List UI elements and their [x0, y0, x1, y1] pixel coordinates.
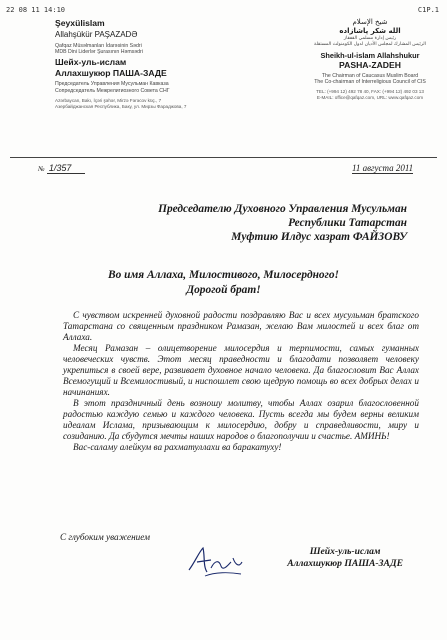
signer-name: Аллахшукюр ПАША-ЗАДЕ	[287, 558, 403, 569]
addressee-line-1: Председателю Духовного Управления Мусульман	[158, 203, 407, 215]
desc-az-2: MDB Dini Liderlər Şurasının Həmsədri	[55, 49, 143, 56]
name-ar: الله شكر پاشازاده	[339, 27, 401, 35]
reference-value: 1/357	[47, 163, 86, 174]
addressee-line-3: Муфтию Илдус хазрат ФАЙЗОВУ	[231, 231, 407, 243]
desc-en-1: The Chairman of Caucasus Muslim Board	[321, 72, 419, 79]
name-az: Allahşükür PAŞAZADƏ	[55, 30, 138, 39]
desc-en-2: The Co-chairman of Interreligious Council of CIS	[314, 78, 426, 85]
fax-page-code: C1P.1	[417, 6, 439, 14]
signer-title: Шейх-уль-ислам	[309, 546, 381, 557]
title-az: Şeyxülislam	[55, 18, 105, 28]
letterhead-left	[55, 18, 205, 110]
name-ru: Аллахшукюр ПАША-ЗАДЕ	[55, 68, 167, 79]
signer-block	[287, 546, 403, 570]
reference-number	[38, 163, 85, 173]
desc-ar-1: رئيس إدارة مسلمي القفقاز	[343, 36, 397, 41]
desc-ar-2: الرئيس المشارك لمجلس الأديان لدول الكومنولث المستقلة	[314, 41, 426, 47]
desc-ru-2: Сопредседатель Межрелигиозного Совета СНГ	[55, 87, 170, 94]
title-en: Sheikh-ul-islam Allahshukur	[320, 50, 420, 60]
closing-phrase: С глубоким уважением	[60, 532, 150, 542]
address-ru: Азербайджанская Республика, Баку, ул. Мирзы Фараджова, 7	[55, 103, 187, 109]
title-ar: شيخ الإسلام	[352, 18, 388, 26]
letter-body	[63, 310, 419, 453]
addressee-block	[158, 202, 407, 244]
letterhead-divider	[10, 157, 437, 158]
contacts-phone: TEL: (+994 12) 492 78 40, FAX: (+994 12) 492 03 13	[316, 89, 424, 94]
body-paragraph-4: Вас-саламу алейкум ва рахматуллахи ва баракатуху!	[73, 442, 282, 452]
address-az: Azərbaycan, Bakı, İçəri şəhər, Mirzə Fərəcov küç., 7	[55, 97, 162, 103]
handwritten-signature	[185, 542, 245, 582]
addressee-line-2: Республики Татарстан	[288, 217, 407, 229]
title-ru: Шейх-уль-ислам	[55, 57, 127, 68]
fax-header	[6, 6, 439, 16]
invocation: Во имя Аллаха, Милостивого, Милосердного!	[108, 269, 339, 281]
body-paragraph-1: С чувством искренней духовной радости поздравляю Вас и всех мусульман братского Татарстана со священным праздником Рамазан, желаю Вам милостей и всех благ от Аллаха.	[63, 310, 419, 342]
greeting: Дорогой брат!	[186, 284, 261, 296]
contacts-email: E-MAIL: office@qafqaz.com, URL: www.qafqaz.com	[316, 95, 424, 100]
desc-ru-1: Председатель Управления Мусульман Кавказа	[55, 81, 169, 88]
body-paragraph-2: Месяц Рамазан – олицетворение милосердия и терпимости, самых гуманных человеческих чувств. Этот месяц праведности и благодати позволяет человеку укрепиться в своей вере, развивает духовное начало человека. Да благословит Вас Аллах Всемогущий и Всемилостивый, и ниспошлет свою щедрую помощь во всех добрых делах и начинаниях.	[63, 343, 419, 397]
fax-timestamp: 22 08 11 14:10	[6, 6, 66, 14]
letter-date: 11 августа 2011	[352, 163, 414, 173]
name-en: PASHA-ZADEH	[339, 59, 401, 70]
desc-az-1: Qafqaz Müsəlmanları İdarəsinin Sədri	[55, 43, 142, 49]
reference-label: №	[38, 165, 45, 173]
letterhead-right	[300, 18, 440, 101]
body-paragraph-3: В этот праздничный день возношу молитву, чтобы Аллах озарил благословенной радостью каждую семью и каждого человека. Пусть всегда мы будем верны великим идеалам Ислама, призывающим к милосердию, добру и справедливости, миру и созиданию. Да сбудутся мечты наших народов о благополучии и счастье. АМИНЬ!	[63, 398, 419, 441]
